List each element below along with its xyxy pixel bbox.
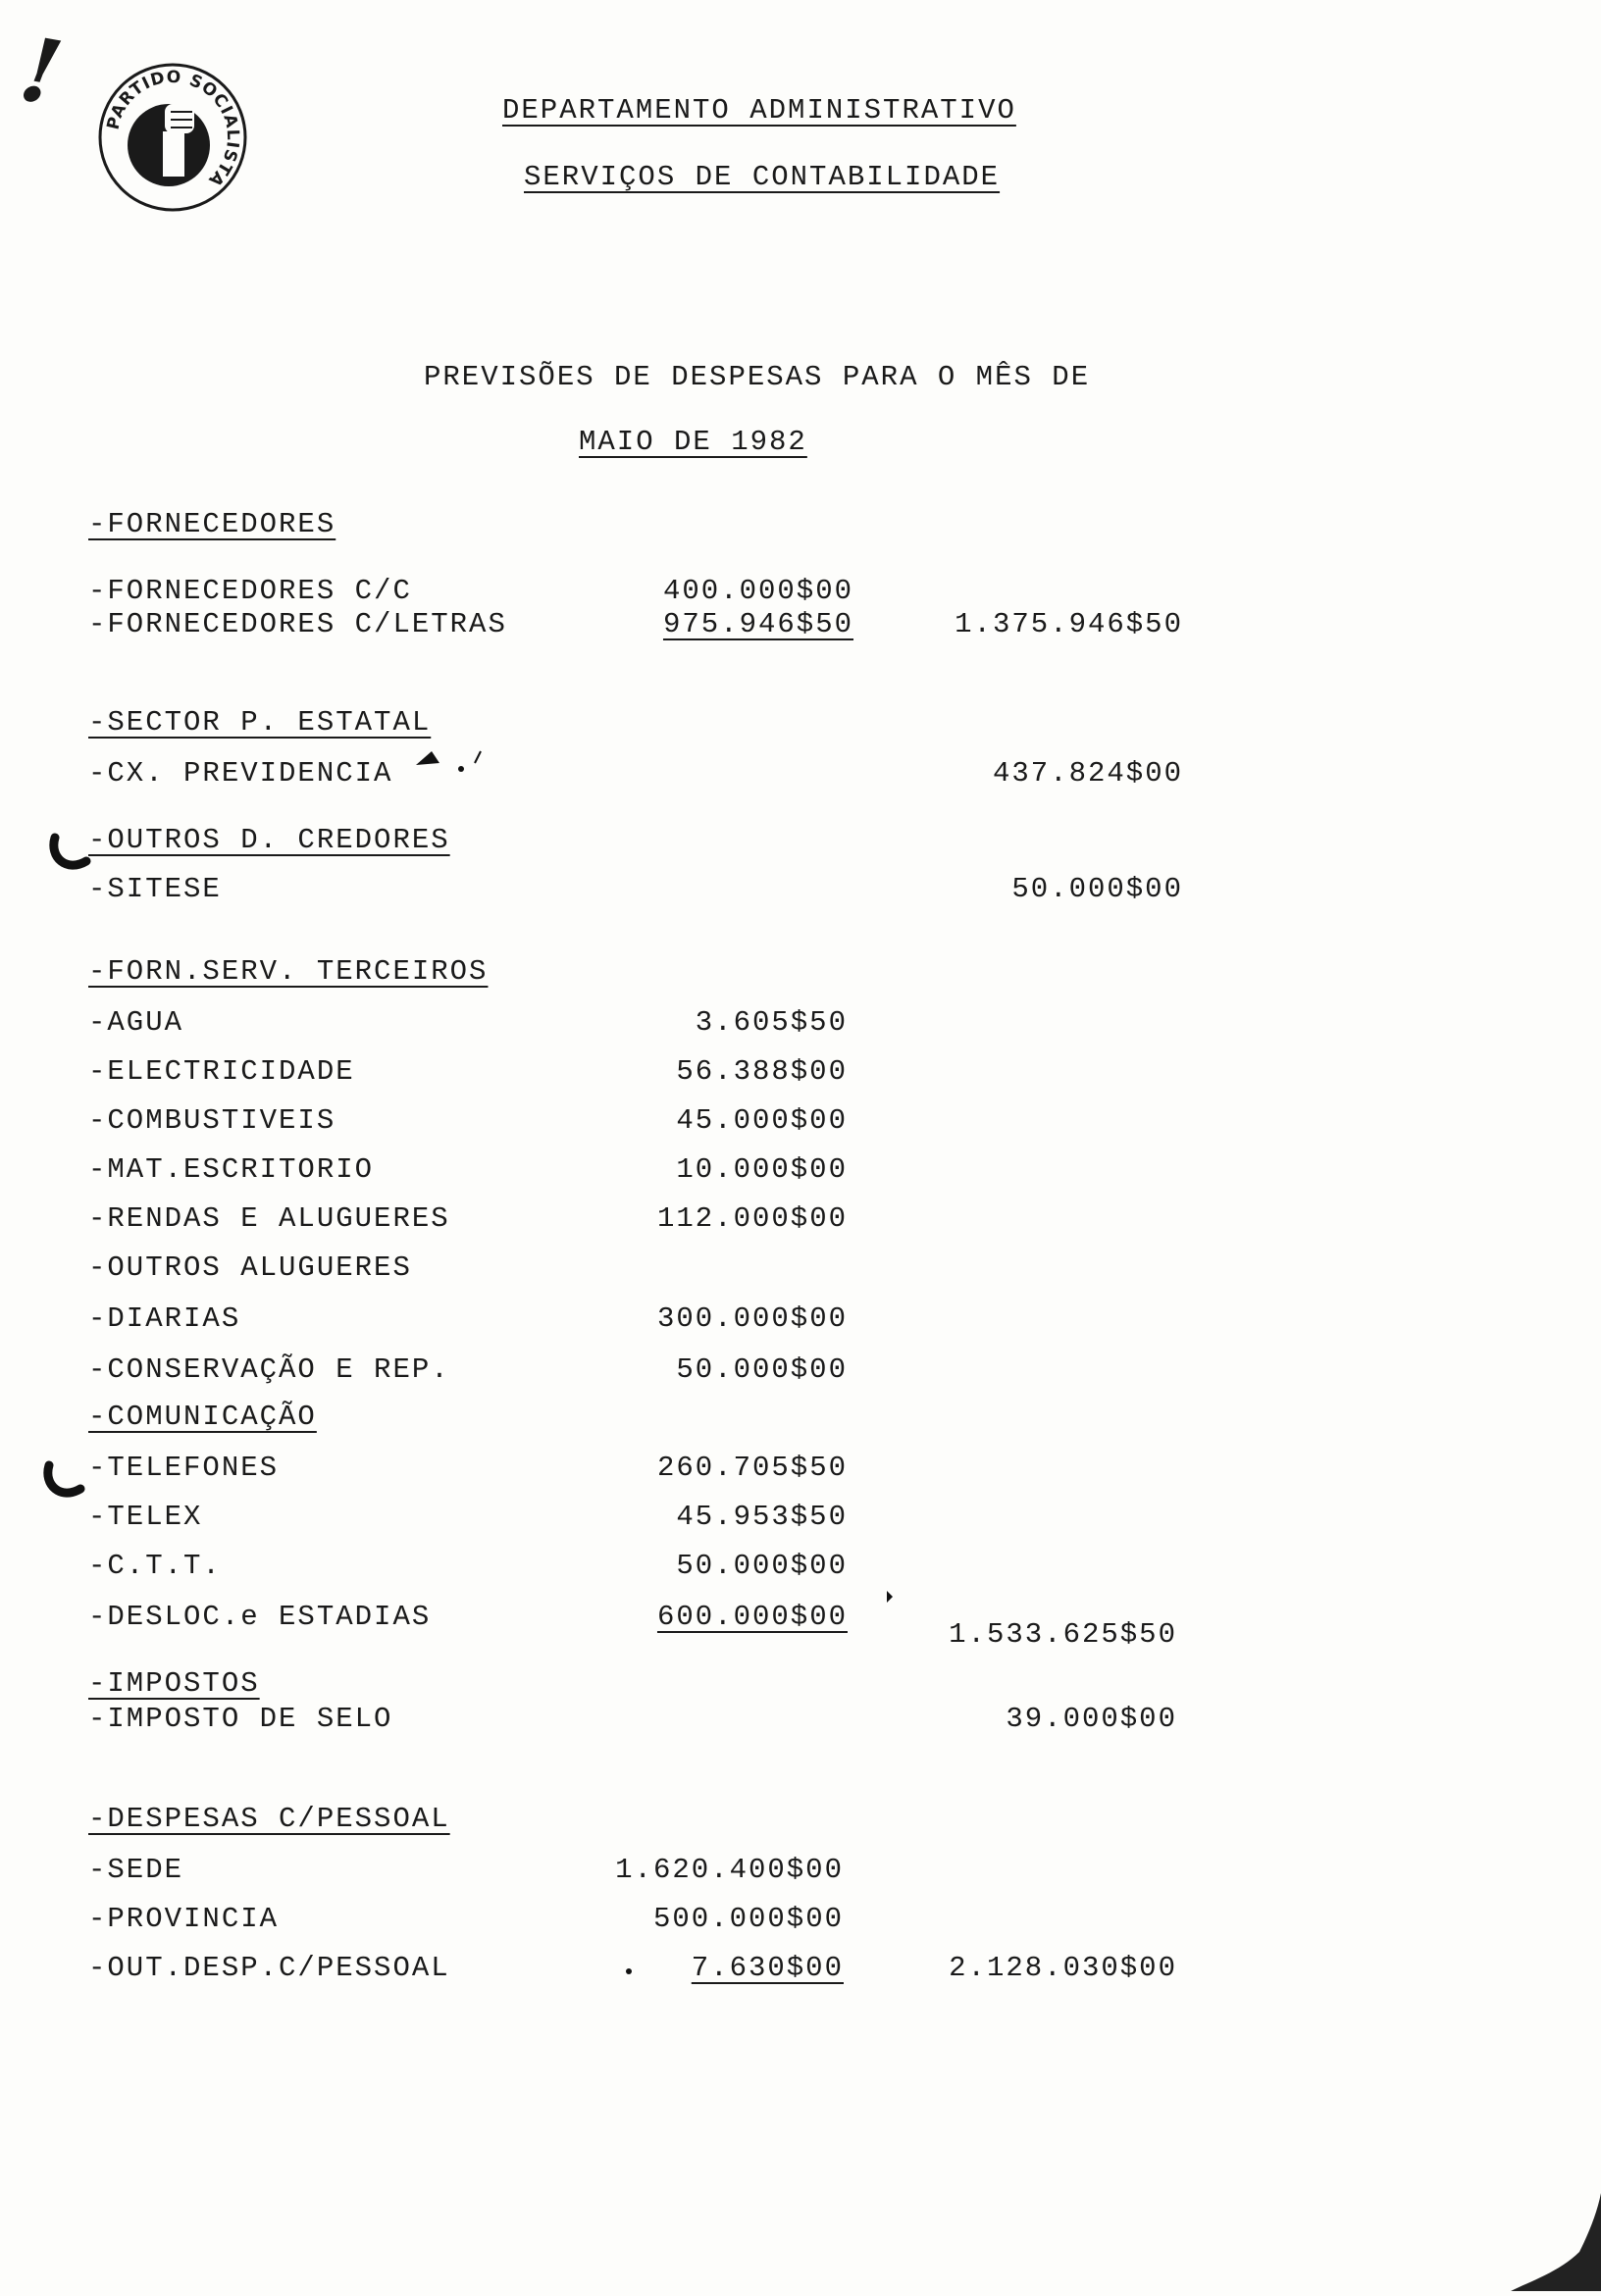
row-label: -TELEFONES (88, 1452, 280, 1484)
row-amount: 10.000$00 (676, 1153, 848, 1186)
row-amount: 56.388$00 (676, 1055, 848, 1088)
scan-edge-shadow (1491, 2193, 1601, 2296)
section-total-outros: 50.000$00 (1011, 873, 1183, 905)
section-title-outros: -OUTROS D. CREDORES (88, 824, 450, 856)
row-amount: 45.953$50 (676, 1501, 848, 1533)
logo-text: PARTIDO SOCIALISTA (103, 67, 243, 191)
row-label: -OUT.DESP.C/PESSOAL (88, 1952, 450, 1984)
row-label: -DIARIAS (88, 1302, 241, 1335)
ink-dot-icon (624, 1964, 634, 1981)
row-amount: 50.000$00 (676, 1353, 848, 1386)
report-period: MAIO DE 1982 (579, 426, 807, 458)
row-amount: 1.620.400$00 (615, 1854, 844, 1886)
ink-dot-icon (883, 1589, 897, 1609)
row-label: -AGUA (88, 1006, 184, 1039)
party-logo (96, 61, 249, 214)
row-label: -SITESE (88, 873, 222, 905)
row-label: -CX. PREVIDENCIA (88, 757, 393, 790)
row-label: -TELEX (88, 1501, 203, 1533)
row-label: -C.T.T. (88, 1550, 222, 1582)
row-amount: 400.000$00 (662, 575, 853, 607)
row-label: -ELECTRICIDADE (88, 1055, 355, 1088)
row-label: -PROVINCIA (88, 1903, 280, 1935)
row-amount: 50.000$00 (676, 1550, 848, 1582)
row-amount: 975.946$50 (662, 608, 853, 640)
row-amount: 260.705$50 (656, 1452, 848, 1484)
section-total-fornecedores: 1.375.946$50 (955, 608, 1183, 640)
handwritten-exclamation-mark: ! (13, 17, 70, 127)
row-label: -SEDE (88, 1854, 184, 1886)
row-amount: 112.000$00 (656, 1202, 848, 1235)
check-mark-icon (49, 832, 98, 880)
section-total-pessoal: 2.128.030$00 (949, 1952, 1177, 1984)
row-label: -IMPOSTO DE SELO (88, 1703, 393, 1735)
section-total-sector: 437.824$00 (992, 757, 1183, 790)
row-label: -RENDAS E ALUGUERES (88, 1202, 450, 1235)
section-title-sector: -SECTOR P. ESTATAL (88, 706, 432, 739)
row-label: -OUTROS ALUGUERES (88, 1251, 412, 1284)
service-heading: SERVIÇOS DE CONTABILIDADE (524, 161, 1001, 193)
row-label: -MAT.ESCRITORIO (88, 1153, 375, 1186)
report-title: PREVISÕES DE DESPESAS PARA O MÊS DE (424, 361, 1091, 393)
row-amount: 7.630$00 (691, 1952, 844, 1984)
row-amount: 600.000$00 (656, 1601, 848, 1633)
section-title-comunicacao: -COMUNICAÇÃO (88, 1401, 317, 1433)
row-amount: 500.000$00 (652, 1903, 844, 1935)
section-title-pessoal: -DESPESAS C/PESSOAL (88, 1803, 450, 1835)
ink-blot-icon (410, 743, 489, 788)
row-label: -FORNECEDORES C/LETRAS (88, 608, 507, 640)
section-total-comunicacao: 1.533.625$50 (949, 1618, 1177, 1651)
row-label: -CONSERVAÇÃO E REP. (88, 1353, 450, 1386)
row-amount: 45.000$00 (676, 1104, 848, 1137)
row-amount: 300.000$00 (656, 1302, 848, 1335)
row-label: -COMBUSTIVEIS (88, 1104, 336, 1137)
check-mark-icon (43, 1459, 92, 1507)
section-total-impostos: 39.000$00 (1006, 1703, 1177, 1735)
section-title-forn-serv: -FORN.SERV. TERCEIROS (88, 955, 489, 988)
section-title-fornecedores: -FORNECEDORES (88, 508, 336, 540)
section-title-impostos: -IMPOSTOS (88, 1667, 260, 1700)
department-heading: DEPARTAMENTO ADMINISTRATIVO (502, 94, 1016, 127)
row-amount: 3.605$50 (695, 1006, 848, 1039)
row-label: -FORNECEDORES C/C (88, 575, 412, 607)
row-label: -DESLOC.e ESTADIAS (88, 1601, 432, 1633)
